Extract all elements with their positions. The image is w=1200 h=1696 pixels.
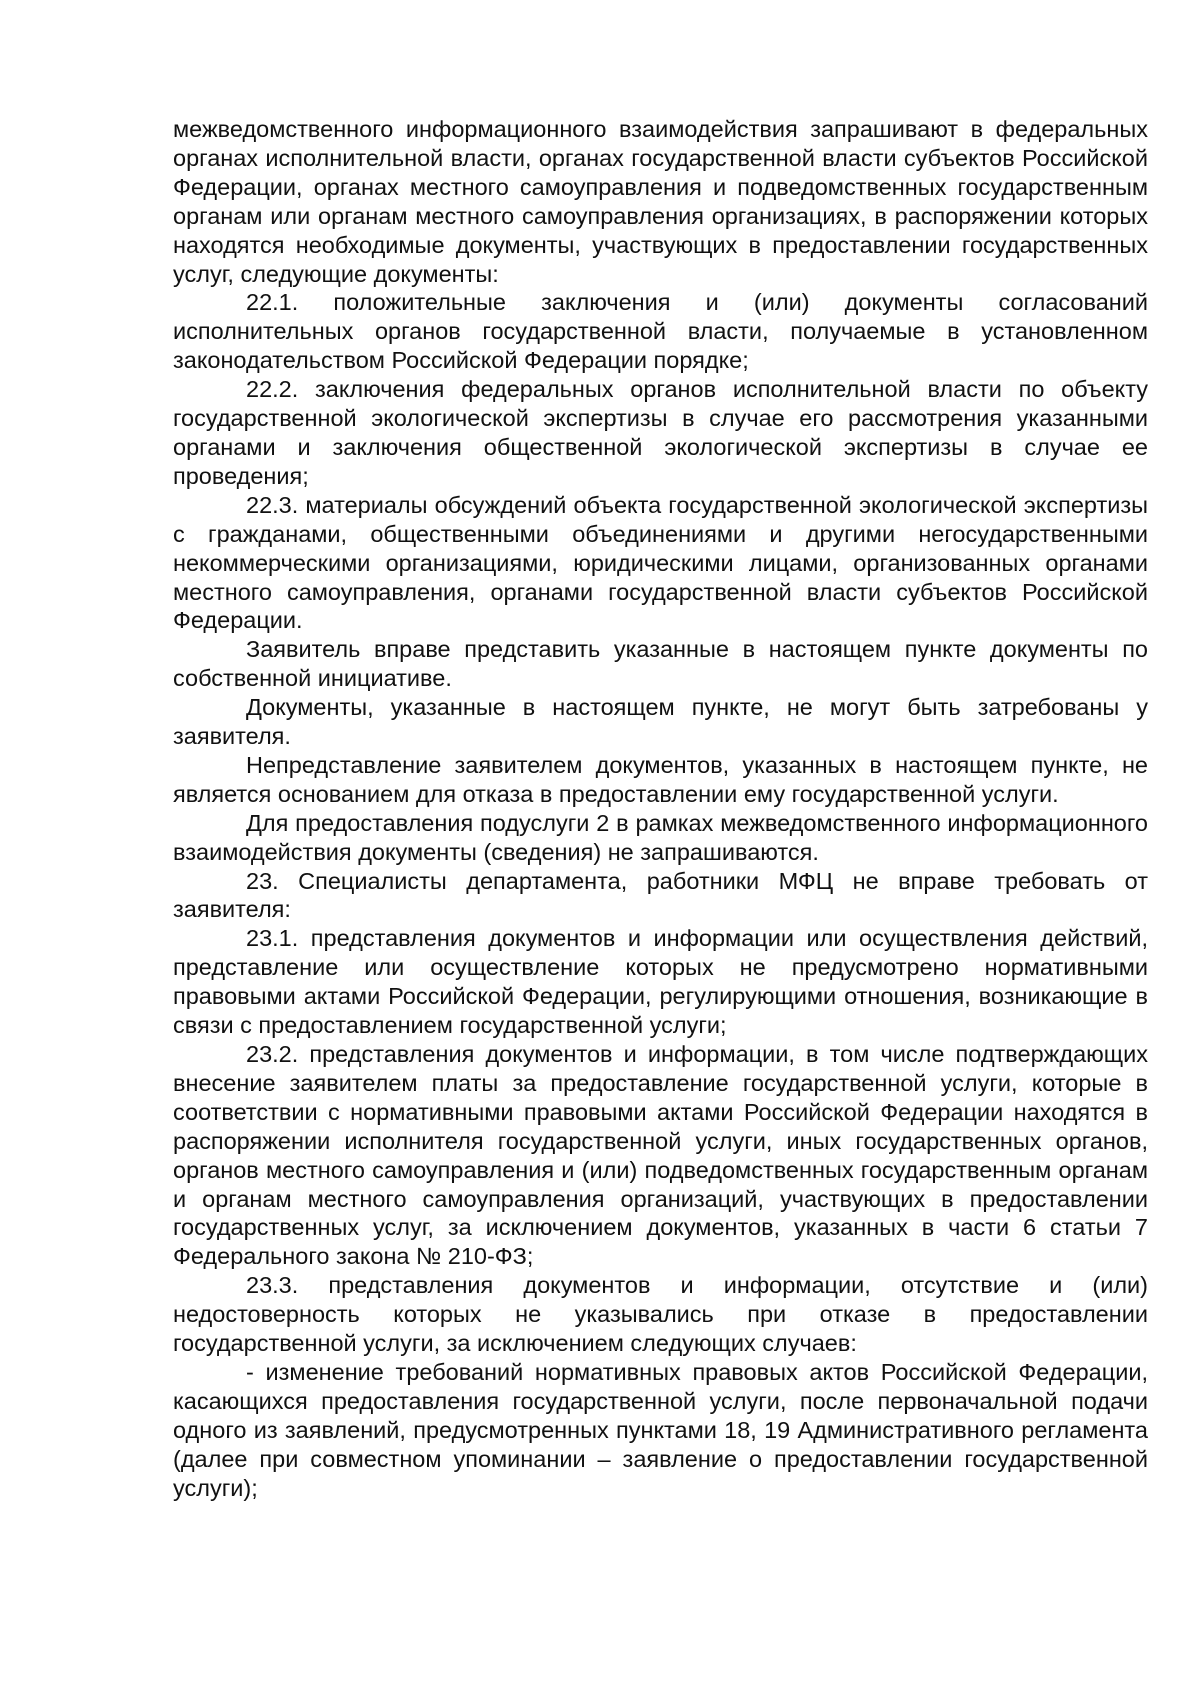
paragraph-22-2: 22.2. заключения федеральных органов исполнительной власти по объекту государственной экологической экспертизы в случае его рассмотрения указанными органами и заключения общественной экологической экспертизы в случае ее проведения; (173, 376, 1148, 489)
paragraph-22-1: 22.1. положительные заключения и (или) документы согласований исполнительных органов государственной власти, получаемые в установленном законодательством Российской Федерации порядке; (173, 289, 1148, 374)
paragraph-applicant-right: Заявитель вправе представить указанные в настоящем пункте документы по собственной инициативе. (173, 636, 1148, 692)
paragraph-23-3: 23.3. представления документов и информации, отсутствие и (или) недостоверность которых не указывались при отказе в предоставлении государственной услуги, за исключением следующих случаев: (173, 1272, 1148, 1357)
paragraph-22-3: 22.3. материалы обсуждений объекта государственной экологической экспертизы с гражданами, общественными объединениями и другими негосударственными некоммерческими организациями, юридическими лицами, организованных органами местного самоуправления, органами государственной власти субъектов Российской Федерации. (173, 491, 1148, 634)
paragraph-subservice-2: Для предоставления подуслуги 2 в рамках межведомственного информационного взаимодействия документы (сведения) не запрашиваются. (173, 809, 1148, 865)
paragraph-continuation: межведомственного информационного взаимодействия запрашивают в федеральных органах исполнительной власти, органах государственной власти субъектов Российской Федерации, органах местного самоуправления и подведомственных государственным органам или органам местного самоуправления организациях, в распоряжении которых находятся необходимые документы, участвующих в предоставлении государственных услуг, следующие документы: (173, 116, 1148, 287)
document-page (173, 115, 1148, 1503)
paragraph-bullet-change: - изменение требований нормативных правовых актов Российской Федерации, касающихся предоставления государственной услуги, после первоначальной подачи одного из заявлений, предусмотренных пунктами 18, 19 Административного регламента (далее при совместном упоминании – заявление о предоставлении государственной услуги); (173, 1358, 1148, 1501)
paragraph-not-requested: Документы, указанные в настоящем пункте, не могут быть затребованы у заявителя. (173, 694, 1148, 750)
paragraph-23: 23. Специалисты департамента, работники МФЦ не вправе требовать от заявителя: (173, 867, 1148, 923)
paragraph-non-submission: Непредставление заявителем документов, указанных в настоящем пункте, не является основанием для отказа в предоставлении ему государственной услуги. (173, 751, 1148, 807)
paragraph-23-1: 23.1. представления документов и информации или осуществления действий, представление или осуществление которых не предусмотрено нормативными правовыми актами Российской Федерации, регулирующими отношения, возникающие в связи с предоставлением государственной услуги; (173, 925, 1148, 1039)
paragraph-23-2: 23.2. представления документов и информации, в том числе подтверждающих внесение заявителем платы за предоставление государственной услуги, которые в соответствии с нормативными правовыми актами Российской Федерации находятся в распоряжении исполнителя государственной услуги, иных государственных органов, органов местного самоуправления и (или) подведомственных государственным органам и органам местного самоуправления организаций, участвующих в предоставлении государственных услуг, за исключением документов, указанных в части 6 статьи 7 Федерального закона № 210-ФЗ; (173, 1041, 1148, 1270)
